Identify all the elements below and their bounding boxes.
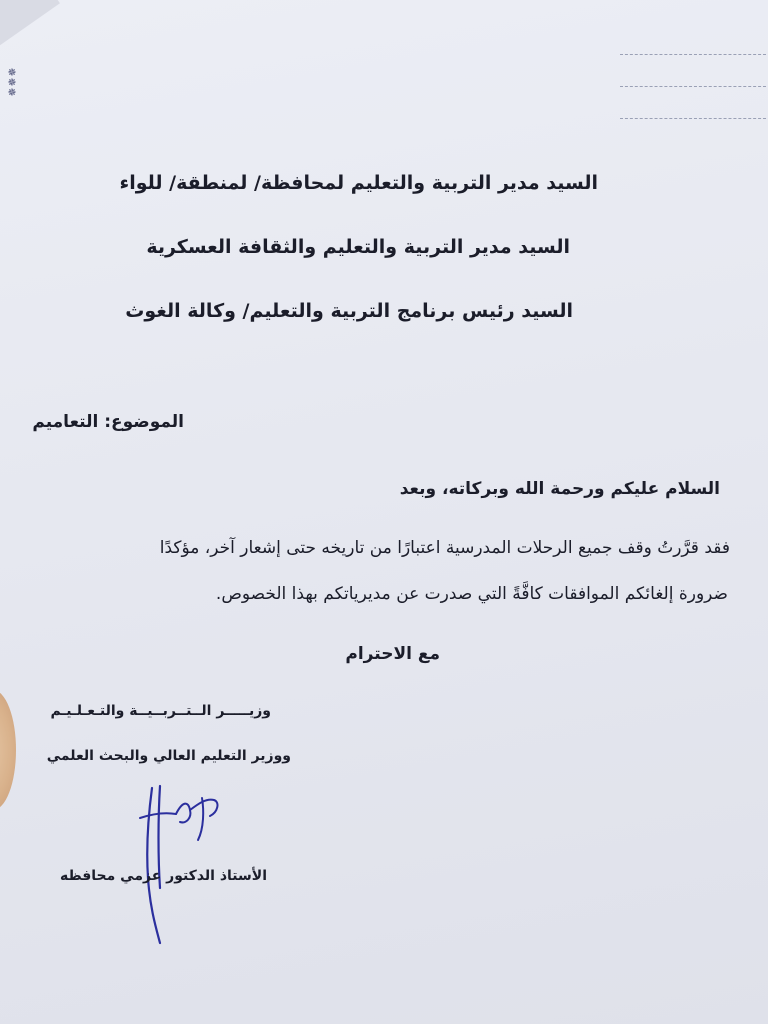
- closing: مع الاحترام: [345, 644, 440, 664]
- body-paragraph-line-1: فقد قرَّرتُ وقف جميع الرحلات المدرسية اعتبارًا من تاريخه حتى إشعار آخر، مؤكدًا: [159, 538, 730, 558]
- signatory-title-1: وزيـــــر الــتــربــيــة والتـعـلـيـم: [50, 703, 271, 719]
- signatory-title-2: ووزير التعليم العالي والبحث العلمي: [46, 748, 291, 764]
- reference-line: [620, 54, 766, 55]
- emblem-icon: ✵ ✵ ✵: [7, 66, 17, 99]
- paper-corner: [0, 0, 60, 49]
- finger-edge: [0, 690, 16, 810]
- handwritten-signature: [130, 778, 240, 948]
- subject-line: الموضوع: التعاميم: [32, 412, 184, 432]
- date-line: [620, 86, 766, 87]
- signatory-name: الأستاذ الدكتور عزمي محافظه: [59, 868, 267, 884]
- addressee-3: السيد رئيس برنامج التربية والتعليم/ وكالة الغوث: [125, 300, 573, 322]
- attachment-line: [620, 118, 766, 119]
- greeting: السلام عليكم ورحمة الله وبركاته، وبعد: [399, 479, 720, 499]
- addressee-2: السيد مدير التربية والتعليم والثقافة العسكرية: [146, 236, 570, 258]
- body-paragraph-line-2: ضرورة إلغائكم الموافقات كافَّةً التي صدرت عن مديرياتكم بهذا الخصوص.: [215, 584, 728, 604]
- addressee-1: السيد مدير التربية والتعليم لمحافظة/ لمنطقة/ للواء: [119, 172, 598, 194]
